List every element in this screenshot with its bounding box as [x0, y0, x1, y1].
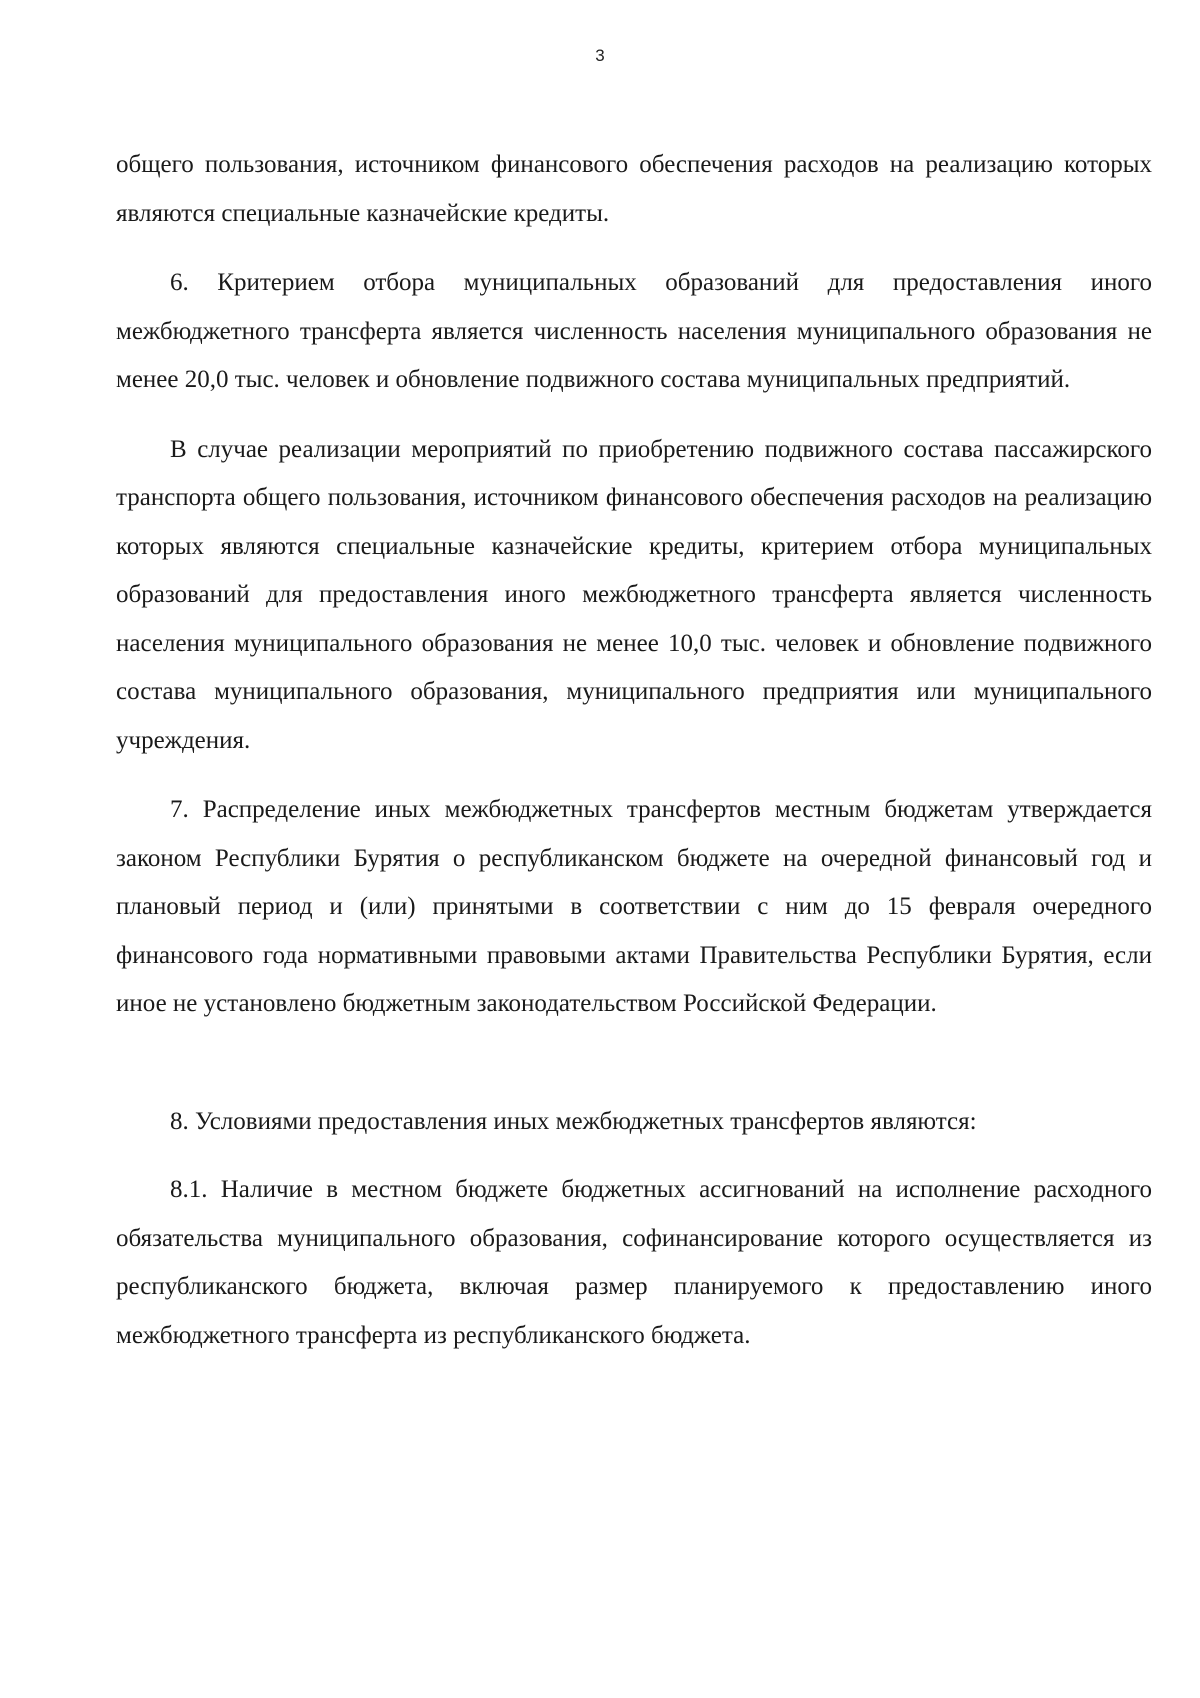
paragraph-item-8: 8. Условиями предоставления иных межбюджетных трансфертов являются: — [170, 1107, 977, 1135]
paragraph-item-7: 7. Распределение иных межбюджетных трансфертов местным бюджетам утверждается законом Республики Бурятия о республиканском бюджете на очередной финансовый год и плановый период и (или) принятыми в соответствии с ним до 15 февраля очередного финансового года нормативными правовыми актами Правительства Республики Бурятия, если иное не установлено бюджетным законодательством Российской Федерации. — [116, 796, 1152, 1017]
paragraph-item-6: 6. Критерием отбора муниципальных образований для предоставления иного межбюджетного трансферта является численность населения муниципального образования не менее 20,0 тыс. человек и обновление подвижного состава муниципальных предприятий. — [116, 269, 1152, 393]
paragraph-item-6-special-case: В случае реализации мероприятий по приобретению подвижного состава пассажирского транспорта общего пользования, источником финансового обеспечения расходов на реализацию которых являются специальные казначейские кредиты, критерием отбора муниципальных образований для предоставления иного межбюджетного трансферта является численность населения муниципального образования не менее 10,0 тыс. человек и обновление подвижного состава муниципального образования, муниципального предприятия или муниципального учреждения. — [116, 435, 1152, 754]
paragraph-item-8-1: 8.1. Наличие в местном бюджете бюджетных ассигнований на исполнение расходного обязательства муниципального образования, софинансирование которого осуществляется из республиканского бюджета, включая размер планируемого к предоставлению иного межбюджетного трансферта из республиканского бюджета. — [116, 1176, 1152, 1349]
document-body — [116, 141, 1152, 1360]
page-number: 3 — [595, 46, 605, 65]
paragraph-continuation: общего пользования, источником финансового обеспечения расходов на реализацию которых являются специальные казначейские кредиты. — [116, 151, 1152, 227]
